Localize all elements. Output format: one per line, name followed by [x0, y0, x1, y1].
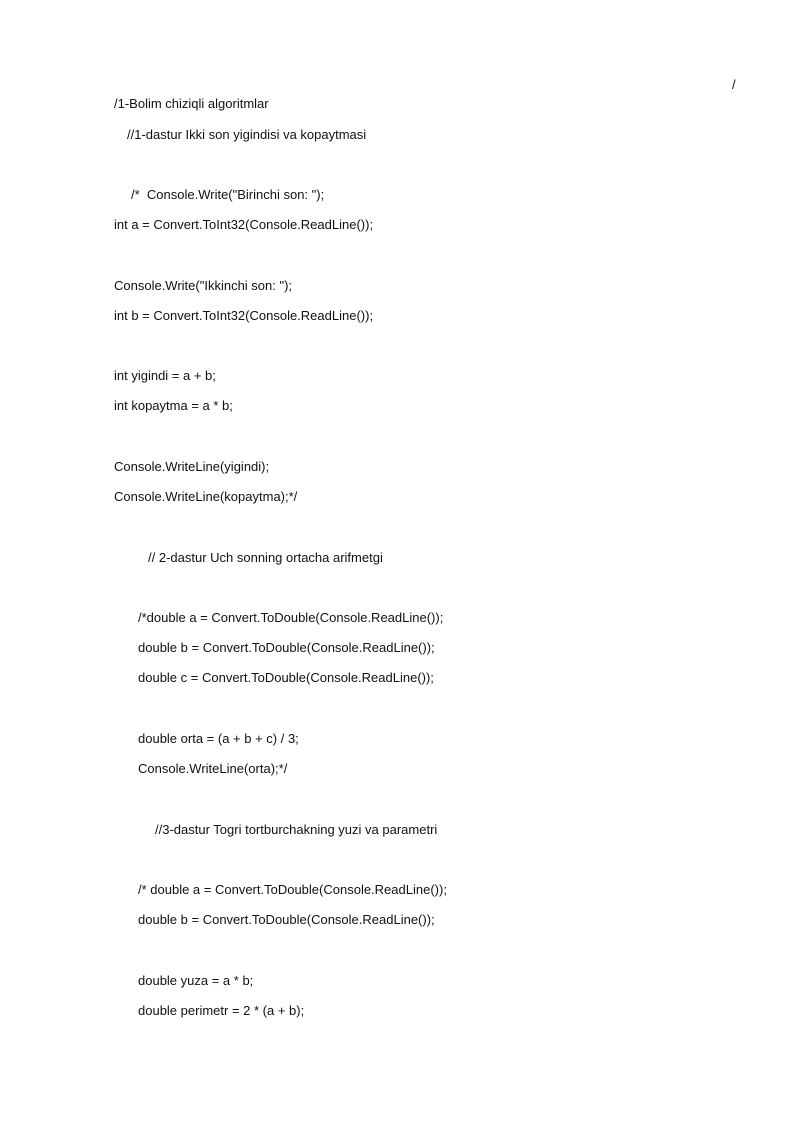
- code-line: Console.WriteLine(kopaytma);*/: [114, 489, 298, 504]
- code-line: /* double a = Convert.ToDouble(Console.ReadLine());: [138, 882, 447, 897]
- code-line: /* Console.Write("Birinchi son: ");: [131, 187, 325, 202]
- code-line: double perimetr = 2 * (a + b);: [138, 1003, 305, 1018]
- code-comment: //3-dastur Togri tortburchakning yuzi va parametri: [155, 822, 438, 837]
- code-line: int b = Convert.ToInt32(Console.ReadLine());: [114, 308, 374, 323]
- section-heading: /1-Bolim chiziqli algoritmlar: [114, 96, 269, 111]
- code-comment: //1-dastur Ikki son yigindisi va kopaytmasi: [127, 127, 367, 142]
- code-line: double orta = (a + b + c) / 3;: [138, 731, 299, 746]
- code-comment: // 2-dastur Uch sonning ortacha arifmetgi: [148, 550, 383, 565]
- code-line: int a = Convert.ToInt32(Console.ReadLine());: [114, 217, 374, 232]
- code-line: double yuza = a * b;: [138, 973, 254, 988]
- code-line: Console.WriteLine(yigindi);: [114, 459, 270, 474]
- code-line: Console.Write("Ikkinchi son: ");: [114, 278, 293, 293]
- code-line: int kopaytma = a * b;: [114, 398, 233, 413]
- code-line: double b = Convert.ToDouble(Console.ReadLine());: [138, 640, 435, 655]
- code-line: int yigindi = a + b;: [114, 368, 216, 383]
- code-line: double b = Convert.ToDouble(Console.ReadLine());: [138, 912, 435, 927]
- page-corner-mark: /: [732, 77, 736, 92]
- code-line: /*double a = Convert.ToDouble(Console.ReadLine());: [138, 610, 444, 625]
- code-line: Console.WriteLine(orta);*/: [138, 761, 288, 776]
- code-line: double c = Convert.ToDouble(Console.ReadLine());: [138, 670, 434, 685]
